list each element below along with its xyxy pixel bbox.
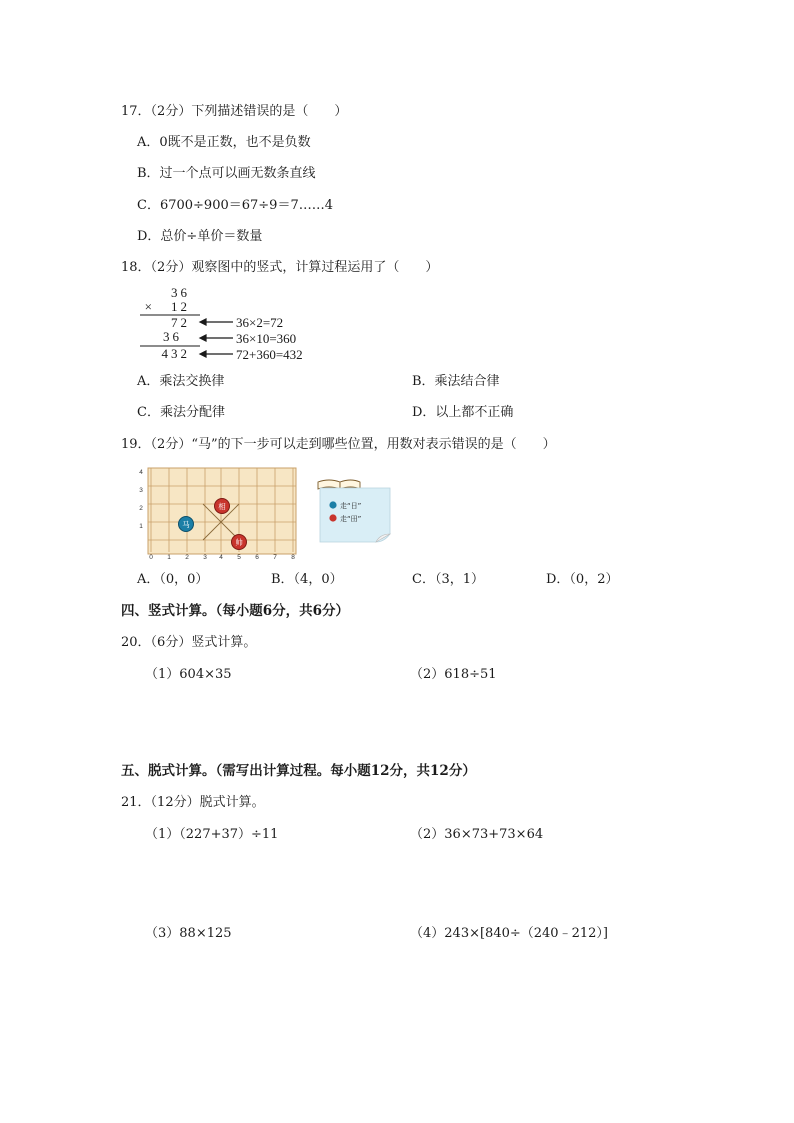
piece-minister-label: 相: [218, 502, 226, 511]
q21-part-3: （3）88×125: [145, 926, 232, 941]
q18-option-d: D．以上都不正确: [412, 405, 514, 420]
board-y-tick: 4: [139, 469, 143, 476]
vert-arrowhead-3: [200, 351, 206, 357]
question-19-stem: 19．（2分）“马”的下一步可以走到哪些位置，用数对表示错误的是（ ）: [121, 437, 556, 452]
board-x-tick: 6: [255, 554, 259, 561]
q19-option-c: C．（3，1）: [412, 572, 484, 587]
q19-option-a: A．（0，0）: [137, 572, 209, 587]
piece-king-label: 帅: [235, 538, 243, 547]
q19-option-d: D．（0，2）: [546, 572, 619, 587]
question-18-stem: 18．（2分）观察图中的竖式，计算过程运用了（ ）: [121, 260, 439, 275]
vert-row-partial-2: 36: [163, 329, 182, 344]
board-x-tick: 5: [237, 554, 241, 561]
q21-part-1: （1）（227+37）÷11: [145, 827, 279, 842]
piece-minister: [215, 499, 230, 514]
piece-king: [232, 535, 247, 550]
board-x-tick: 8: [291, 554, 295, 561]
vert-note-2: 36×10=360: [236, 331, 297, 346]
q17-option-c: C．6700÷900＝67÷9＝7……4: [137, 198, 333, 213]
piece-horse: [179, 517, 194, 532]
card-line-2: 走“田”: [340, 515, 362, 523]
q17-option-d: D．总价÷单价＝数量: [137, 229, 263, 244]
vert-row-multiplier: × 12: [144, 299, 190, 314]
vert-arrowhead-2: [200, 335, 206, 341]
section-5-title: 五、脱式计算。（需写出计算过程。每小题12分，共12分）: [121, 763, 476, 779]
q21-part-4: （4）243×[840÷（240﹣212）]: [410, 926, 608, 941]
question-20-stem: 20．（6分）竖式计算。: [121, 635, 257, 650]
board-x-tick: 0: [149, 554, 153, 561]
vert-note-1: 36×2=72: [236, 315, 284, 330]
card-line-1: 走“日”: [340, 502, 362, 510]
q17-option-a: A．0既不是正数，也不是负数: [137, 135, 311, 150]
board-y-tick: 1: [139, 523, 143, 530]
card-horse-dot: [329, 501, 336, 508]
piece-horse-label: 马: [182, 520, 190, 529]
vert-row-product: 432: [161, 346, 190, 361]
move-rule-card: [314, 476, 394, 546]
q18-option-a: A．乘法交换律: [137, 374, 225, 389]
q17-option-b: B．过一个点可以画无数条直线: [137, 166, 316, 181]
q21-part-2: （2）36×73+73×64: [410, 827, 544, 842]
q20-part-2: （2）618÷51: [410, 667, 497, 682]
board-x-tick: 3: [203, 554, 207, 561]
vert-row-multiplicand: 36: [171, 285, 190, 300]
vert-note-3: 72+360=432: [236, 347, 303, 362]
board-x-tick: 2: [185, 554, 189, 561]
board-x-tick: 4: [219, 554, 223, 561]
card-minister-dot: [329, 514, 336, 521]
board-y-tick: 2: [139, 505, 143, 512]
q18-option-b: B．乘法结合律: [412, 374, 500, 389]
vert-row-partial-1: 72: [171, 315, 190, 330]
q20-part-1: （1）604×35: [145, 667, 232, 682]
question-21-stem: 21．（12分）脱式计算。: [121, 795, 265, 810]
q18-option-c: C．乘法分配律: [137, 405, 225, 420]
chess-board-figure: [131, 464, 301, 564]
question-17-stem: 17．（2分）下列描述错误的是（ ）: [121, 104, 348, 119]
vertical-multiplication-figure: [138, 284, 328, 368]
q19-option-b: B．（4，0）: [271, 572, 343, 587]
board-x-tick: 1: [167, 554, 171, 561]
section-4-title: 四、竖式计算。（每小题6分，共6分）: [121, 603, 350, 619]
board-y-tick: 3: [139, 487, 143, 494]
vert-arrowhead-1: [200, 319, 206, 325]
board-x-tick: 7: [273, 554, 277, 561]
